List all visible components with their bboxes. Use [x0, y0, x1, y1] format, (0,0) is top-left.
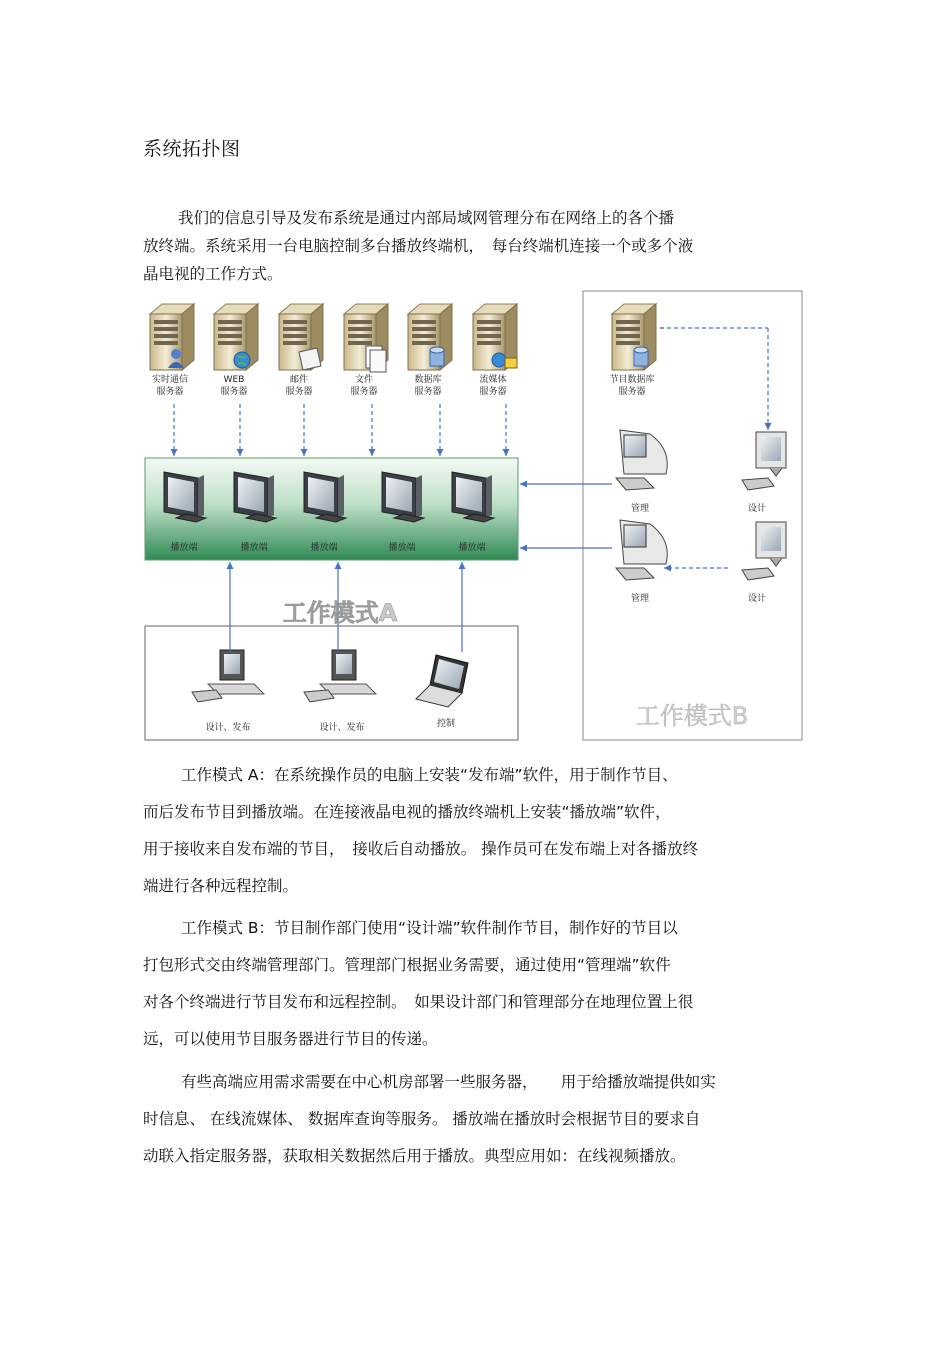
- intro-line: 放终端。系统采用一台电脑控制多台播放终端机， 每台终端机连接一个或多个液: [143, 237, 694, 255]
- player-label: 播放端: [310, 543, 338, 553]
- client-label: 设计、发布: [319, 723, 365, 733]
- server-icon: [473, 304, 517, 370]
- mode-b-label: 工作模式B: [635, 702, 749, 730]
- b-node-label: 管理: [630, 594, 650, 604]
- b-node-label: 设计: [747, 594, 767, 604]
- para-line: 对各个终端进行节目发布和远程控制。 如果设计部门和管理部分在地理位置上很: [143, 993, 694, 1011]
- mode-b-description: [143, 910, 803, 1058]
- client-label: 设计、发布: [205, 723, 251, 733]
- server-description: [143, 1064, 803, 1175]
- b-node-label: 设计: [747, 504, 767, 514]
- server-label: 服务器: [285, 387, 313, 397]
- program-db-label: 服务器: [618, 387, 646, 397]
- server-label: 实时通信: [151, 375, 189, 385]
- para-line: 动联入指定服务器，获取相关数据然后用于播放。典型应用如：在线视频播放。: [143, 1147, 686, 1165]
- server-label: 文件: [354, 375, 374, 385]
- para-line: 端进行各种远程控制。: [143, 877, 299, 895]
- mode-a-description: [143, 757, 803, 905]
- para-line: 用于接收来自发布端的节目， 接收后自动播放。 操作员可在发布端上对各播放终: [143, 840, 699, 858]
- page-title: 系统拓扑图: [143, 138, 241, 160]
- b-node-label: 管理: [630, 504, 650, 514]
- server-label: 邮件: [289, 375, 309, 385]
- player-label: 播放端: [458, 543, 486, 553]
- para-line: 工作模式 A：在系统操作员的电脑上安装“发布端”软件，用于制作节目、: [181, 766, 678, 784]
- para-line: 工作模式 B：节目制作部门使用“设计端”软件制作节目，制作好的节目以: [181, 919, 678, 937]
- intro-line: 我们的信息引导及发布系统是通过内部局域网管理分布在网络上的各个播: [178, 209, 675, 227]
- server-label: 服务器: [350, 387, 378, 397]
- mode-a-label: 工作模式A: [282, 599, 398, 627]
- server-icon: [408, 304, 452, 370]
- intro-line: 晶电视的工作方式。: [143, 265, 283, 283]
- server-label: 服务器: [156, 387, 184, 397]
- para-line: 而后发布节目到播放端。在连接液晶电视的播放终端机上安装“播放端”软件，: [143, 803, 671, 821]
- server-icon: [150, 304, 194, 370]
- server-label: 数据库: [414, 375, 442, 385]
- server-label: 服务器: [220, 387, 248, 397]
- server-icon: [279, 304, 323, 370]
- server-label: 服务器: [479, 387, 507, 397]
- server-icon: [344, 304, 388, 372]
- para-line: 时信息、 在线流媒体、 数据库查询等服务。 播放端在播放时会根据节目的要求自: [143, 1110, 701, 1128]
- server-icon: [214, 304, 258, 370]
- player-label: 播放端: [240, 543, 268, 553]
- client-label: 控制: [436, 719, 456, 729]
- player-label: 播放端: [170, 543, 198, 553]
- para-line: 有些高端应用需求需要在中心机房部署一些服务器， 用于给播放端提供如实: [181, 1073, 716, 1091]
- program-db-label: 节目数据库: [609, 375, 655, 385]
- player-label: 播放端: [388, 543, 416, 553]
- server-label: 服务器: [414, 387, 442, 397]
- server-icon: [612, 304, 656, 370]
- para-line: 远，可以使用节目服务器进行节目的传递。: [143, 1030, 438, 1048]
- para-line: 打包形式交由终端管理部门。管理部门根据业务需要，通过使用“管理端”软件: [143, 956, 671, 974]
- server-label: WEB: [223, 375, 245, 385]
- server-label: 流媒体: [479, 375, 507, 385]
